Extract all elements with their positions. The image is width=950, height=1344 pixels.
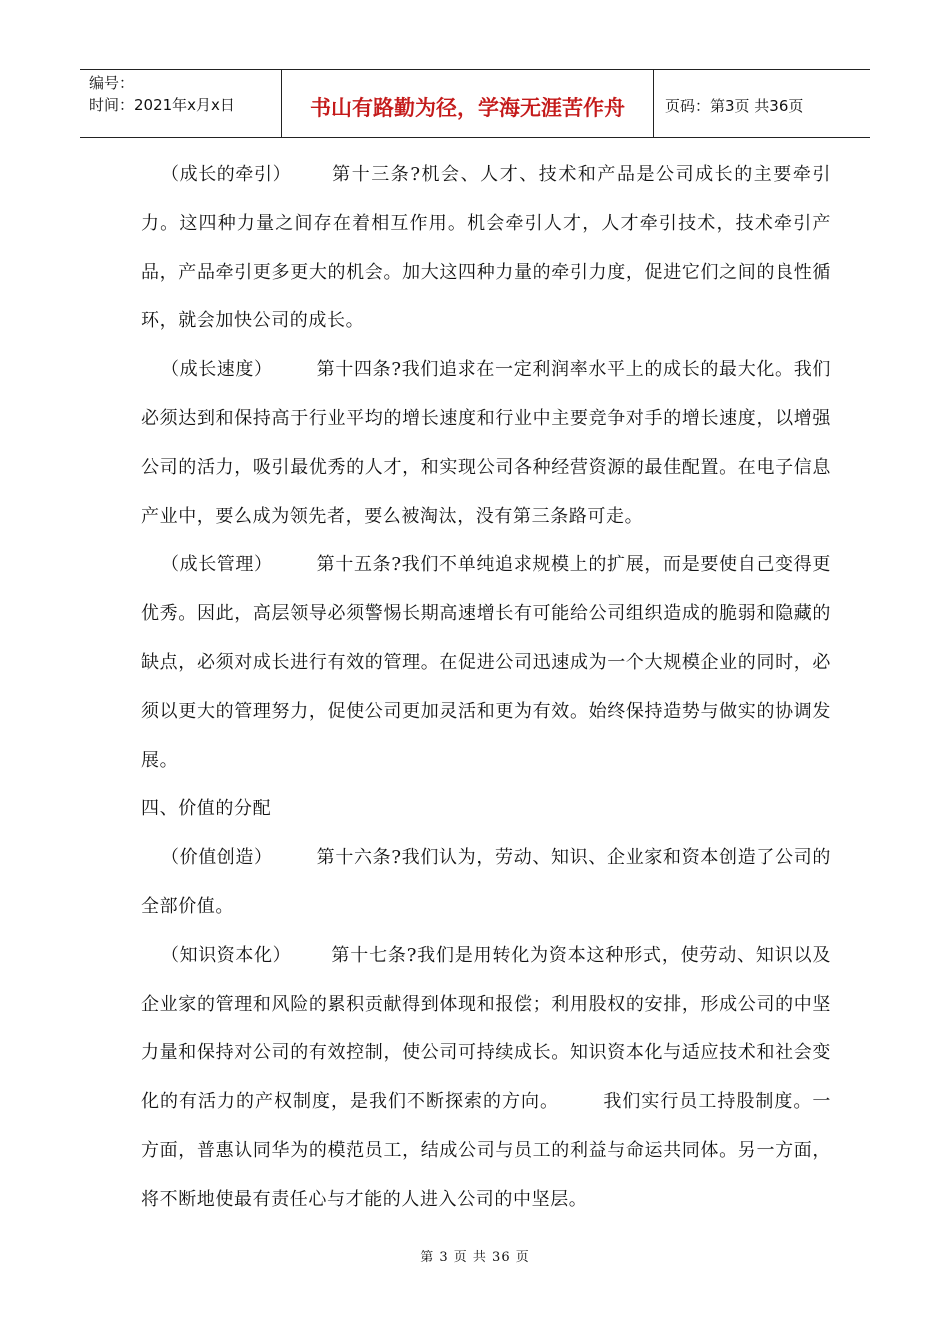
section-tag: （知识资本化） bbox=[161, 944, 292, 966]
document-date: 时间：2021年x月x日 bbox=[89, 96, 235, 114]
paragraph bbox=[141, 932, 831, 1225]
paragraph-text: 第十六条?我们认为，劳动、知识、企业家和资本创造了公司的全部价值。 bbox=[141, 847, 831, 917]
page-footer: 第 3 页 共 36 页 bbox=[420, 1250, 530, 1265]
paragraph-text: 第十七条?我们是用转化为资本这种形式，使劳动、知识以及企业家的管理和风险的累积贡献得到体现和报偿；利用股权的安排，形成公司的中坚力量和保持对公司的有效控制，使公司可持续成长。知识资本化与适应技术和社会变化的有活力的产权制度，是我们不断探索的方向。 bbox=[141, 944, 831, 1113]
paragraph bbox=[141, 541, 831, 785]
paragraph-text: 第十五条?我们不单纯追求规模上的扩展，而是要使自己变得更优秀。因此，高层领导必须警惕长期高速增长有可能给公司组织造成的脆弱和隐藏的缺点，必须对成长进行有效的管理。在促进公司迅速成为一个大规模企业的同时，必须以更大的管理努力，促使公司更加灵活和更为有效。始终保持造势与做实的协调发展。 bbox=[141, 554, 831, 771]
header-meta bbox=[80, 70, 282, 137]
paragraph-text: 第十三条?机会、人才、技术和产品是公司成长的主要牵引力。这四种力量之间存在着相互作用。机会牵引人才，人才牵引技术，技术牵引产品，产品牵引更多更大的机会。加大这四种力量的牵引力度，促进它们之间的良性循环，就会加快公司的成长。 bbox=[141, 164, 831, 332]
section-tag: （价值创造） bbox=[161, 847, 273, 869]
paragraph-text: 第十四条?我们追求在一定利润率水平上的成长的最大化。我们必须达到和保持高于行业平均的增长速度和行业中主要竞争对手的增长速度，以增强公司的活力，吸引最优秀的人才，和实现公司各种经营资源的最佳配置。在电子信息产业中，要么成为领先者，要么被淘汰，没有第三条路可走。 bbox=[141, 359, 831, 527]
paragraph-text-continued: 我们实行员工持股制度。一方面，普惠认同华为的模范员工，结成公司与员工的利益与命运共同体。另一方面，将不断地使最有责任心与才能的人进入公司的中坚层。 bbox=[141, 1091, 831, 1210]
document-body bbox=[141, 151, 831, 1225]
section-tag: （成长的牵引） bbox=[161, 164, 292, 185]
section-tag: （成长管理） bbox=[161, 554, 273, 576]
paragraph bbox=[141, 151, 831, 346]
header-motto: 书山有路勤为径，学海无涯苦作舟 bbox=[282, 70, 654, 137]
paragraph bbox=[141, 834, 831, 932]
section-heading: 四、价值的分配 bbox=[141, 798, 272, 820]
page-header bbox=[80, 69, 870, 138]
header-page-info: 页码：第3页 共36页 bbox=[665, 97, 804, 115]
document-number: 编号： bbox=[89, 74, 135, 92]
paragraph bbox=[141, 346, 831, 541]
section-tag: （成长速度） bbox=[161, 359, 273, 381]
